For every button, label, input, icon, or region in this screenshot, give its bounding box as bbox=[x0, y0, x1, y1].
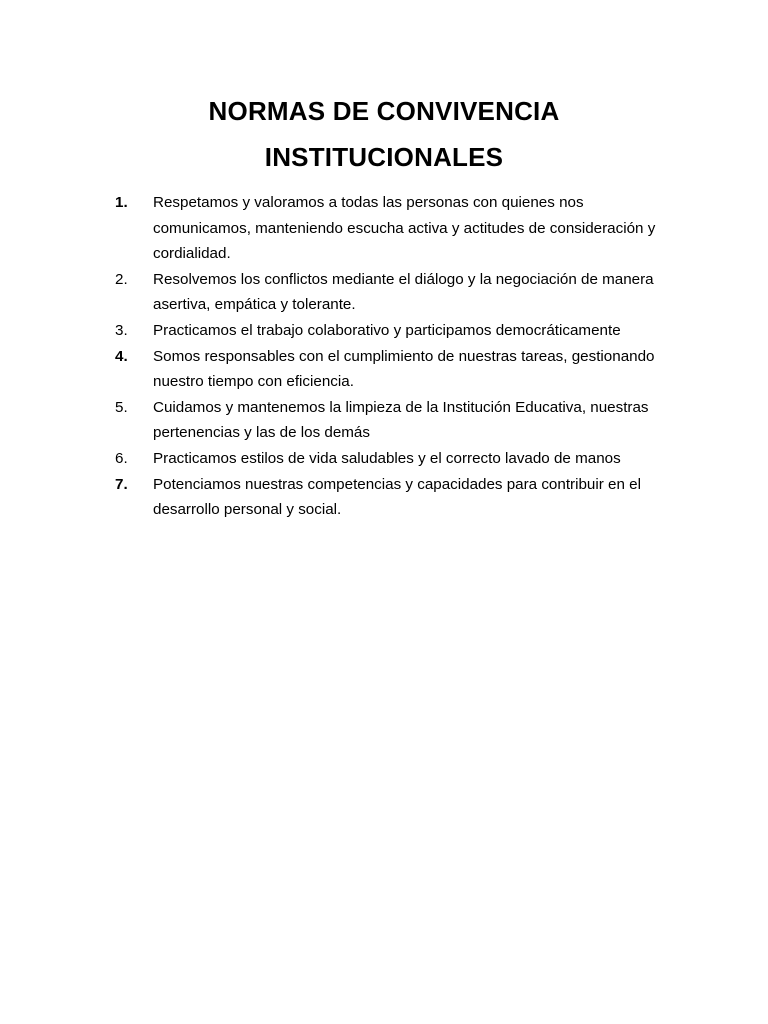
list-item-text: Practicamos estilos de vida saludables y el correcto lavado de manos bbox=[153, 449, 621, 467]
list-item bbox=[115, 318, 675, 344]
list-item-text: Potenciamos nuestras competencias y capacidades para contribuir en el desarrollo personal y social. bbox=[153, 475, 641, 519]
list-item bbox=[115, 395, 675, 446]
list-item bbox=[115, 190, 675, 267]
list-item-text: Cuidamos y mantenemos la limpieza de la Institución Educativa, nuestras pertenencias y las de los demás bbox=[153, 398, 649, 442]
list-item bbox=[115, 267, 675, 318]
list-item-number: 1. bbox=[115, 194, 128, 211]
list-item-text: Practicamos el trabajo colaborativo y participamos democráticamente bbox=[153, 321, 621, 339]
title-line-2: INSTITUCIONALES bbox=[264, 142, 504, 172]
list-item-number: 7. bbox=[115, 475, 128, 493]
list-item-number: 5. bbox=[115, 398, 128, 416]
list-item-number: 3. bbox=[115, 321, 128, 339]
list-item-text: Resolvemos los conflictos mediante el diálogo y la negociación de manera asertiva, empática y tolerante. bbox=[153, 270, 654, 314]
list-item-text: Somos responsables con el cumplimiento de nuestras tareas, gestionando nuestro tiempo con eficiencia. bbox=[153, 347, 655, 391]
list-item bbox=[115, 344, 675, 395]
list-item-text: Respetamos y valoramos a todas las personas con quienes nos comunicamos, manteniendo escucha activa y actitudes de consideración y cordialidad. bbox=[153, 194, 656, 263]
list-item-number: 2. bbox=[115, 270, 128, 288]
list-item-number: 6. bbox=[115, 449, 128, 467]
list-item-number: 4. bbox=[115, 347, 128, 365]
rules-list bbox=[115, 190, 675, 523]
list-item bbox=[115, 472, 675, 523]
title-line-1: NORMAS DE CONVIVENCIA bbox=[208, 96, 560, 126]
page-title bbox=[0, 88, 768, 180]
list-item bbox=[115, 446, 675, 472]
